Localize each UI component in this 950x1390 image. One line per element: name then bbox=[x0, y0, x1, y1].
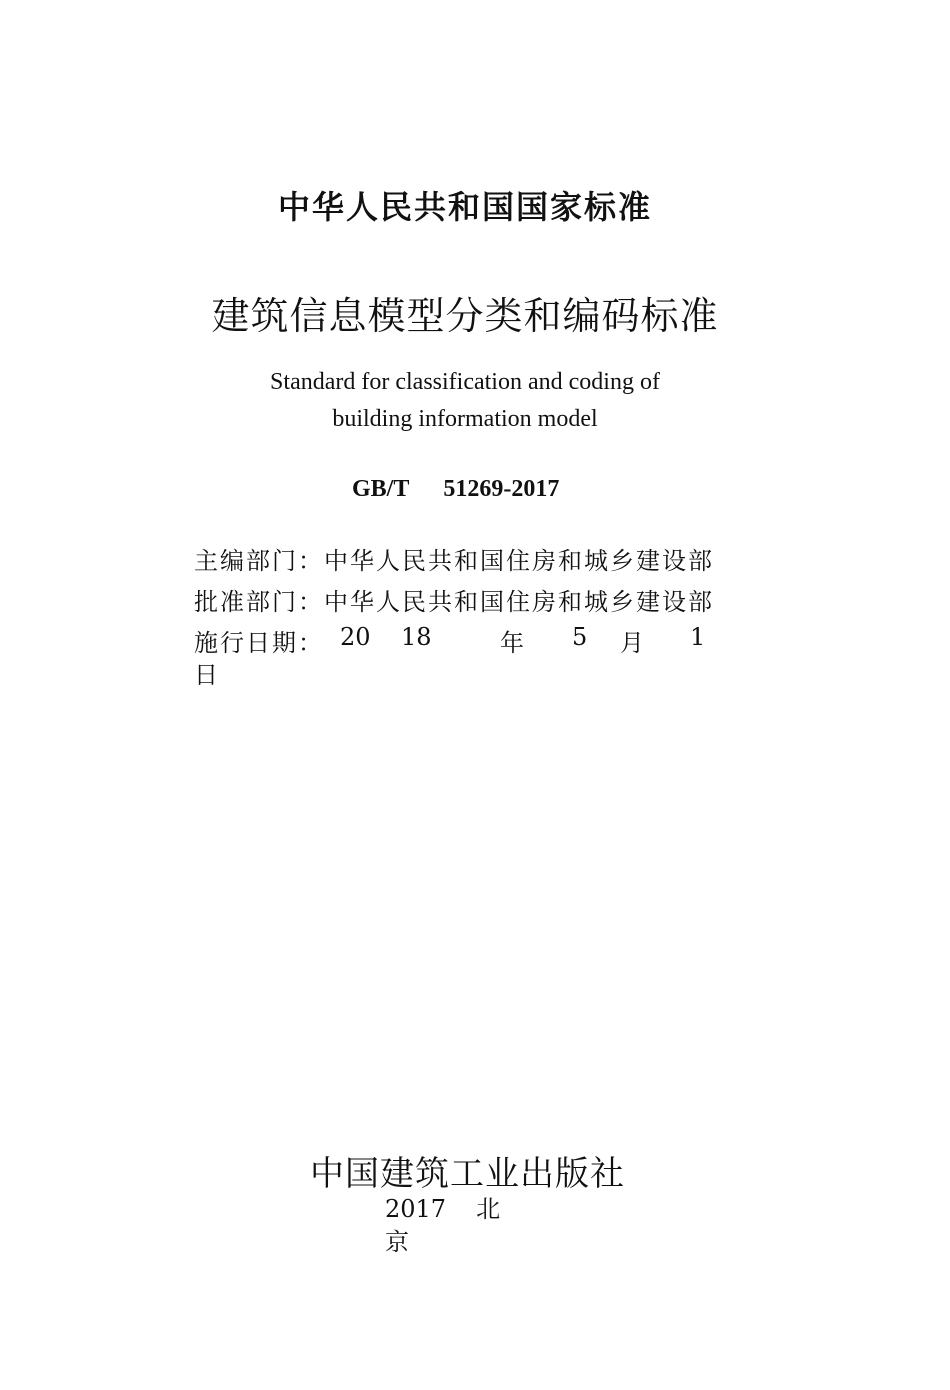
effective-date-month-unit: 月 bbox=[620, 629, 644, 657]
document-title-english-line-1: Standard for classification and coding of bbox=[270, 369, 660, 395]
effective-date-day: 1 bbox=[690, 623, 706, 651]
effective-date-year-part-1: 20 bbox=[340, 623, 371, 651]
document-title-english-line-2: building information model bbox=[332, 406, 598, 432]
document-title-chinese: 建筑信息模型分类和编码标准 bbox=[211, 294, 719, 338]
publication-year: 2017 bbox=[385, 1195, 447, 1223]
effective-date-day-unit: 日 bbox=[194, 661, 218, 689]
editor-department-value: 中华人民共和国住房和城乡建设部 bbox=[324, 547, 714, 575]
effective-date-year-unit: 年 bbox=[500, 629, 524, 657]
publication-city-part-1: 北 bbox=[476, 1195, 501, 1223]
standard-code bbox=[352, 476, 559, 503]
effective-date-year-part-2: 18 bbox=[401, 623, 432, 651]
publication-year-city-line bbox=[385, 1189, 500, 1224]
approver-department-row bbox=[194, 582, 714, 617]
approver-department-label: 批准部门： bbox=[194, 588, 324, 616]
effective-date-row bbox=[194, 623, 324, 658]
editor-department-row bbox=[194, 541, 714, 576]
standard-code-number: 51269-2017 bbox=[443, 476, 560, 502]
publication-city-part-2: 京 bbox=[385, 1228, 409, 1256]
editor-department-label: 主编部门： bbox=[194, 547, 324, 575]
effective-date-month: 5 bbox=[572, 623, 588, 651]
approver-department-value: 中华人民共和国住房和城乡建设部 bbox=[324, 588, 714, 616]
standard-code-prefix: GB/T bbox=[352, 476, 410, 502]
series-title: 中华人民共和国国家标准 bbox=[277, 188, 652, 226]
effective-date-label: 施行日期： bbox=[194, 629, 324, 657]
publisher-name: 中国建筑工业出版社 bbox=[310, 1154, 625, 1194]
